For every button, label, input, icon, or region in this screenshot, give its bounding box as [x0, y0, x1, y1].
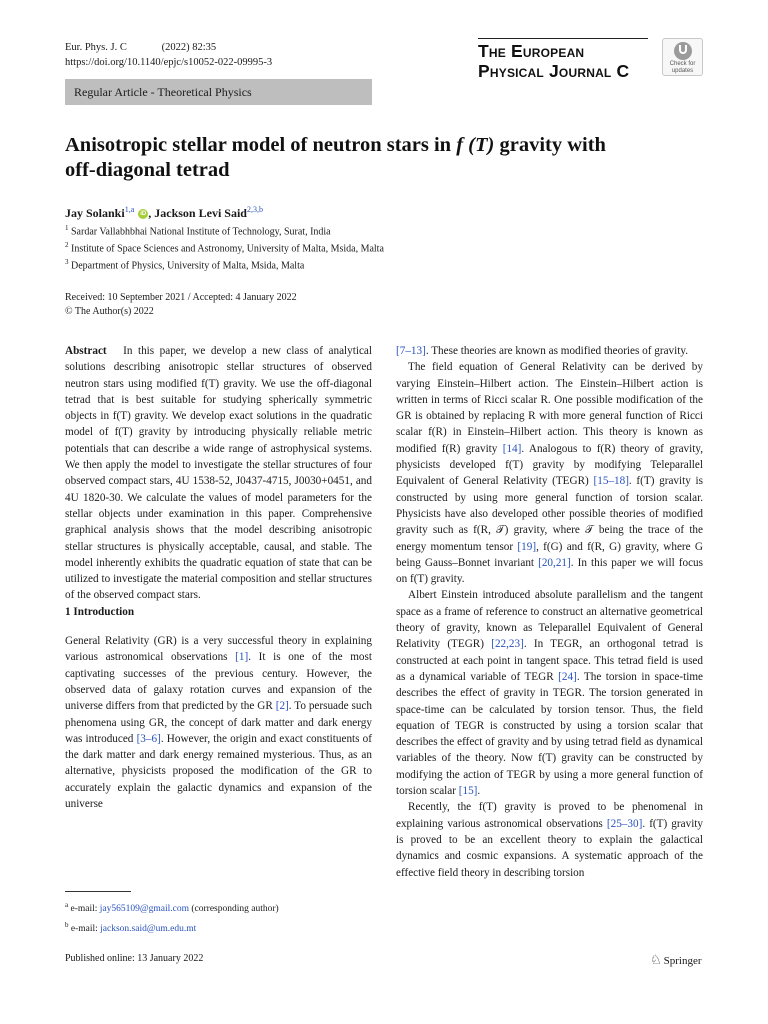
footnote-suffix: (corresponding author): [189, 904, 279, 915]
author-name: Jackson Levi Said: [154, 206, 247, 220]
footnotes: [65, 897, 279, 937]
journal-name-line2: Physical Journal C: [478, 61, 630, 81]
right-column: [396, 343, 703, 881]
check-updates-label-1: Check for: [669, 61, 696, 67]
springer-horse-icon: ♘: [650, 952, 662, 967]
email-link[interactable]: jay565109@gmail.com: [99, 904, 189, 915]
footnote-prefix: e-mail:: [70, 904, 100, 915]
citation-link[interactable]: [14]: [502, 442, 522, 455]
title-part2: gravity with: [499, 134, 606, 156]
section-heading-introduction: 1 Introduction: [65, 605, 135, 618]
text-run: General Relativity (GR) is a very successful theory in explaining various astronomical observations: [65, 635, 372, 664]
text-run: . It is one of the most captivating successes of the previous century. However, the observed data of galaxy rotation curves and expansion of the universe differs from that predicted by the GR: [65, 651, 372, 713]
author-affil-link[interactable]: 1,a: [124, 205, 135, 214]
title-math: f (T): [456, 134, 495, 156]
journal-logo: [478, 38, 648, 81]
affiliation-text: Sardar Vallabhbhai National Institute of Technology, Surat, India: [71, 226, 331, 238]
paper-title: [65, 133, 705, 183]
received-accepted: Received: 10 September 2021 / Accepted: 4 January 2022: [65, 292, 297, 303]
article-dates: [65, 291, 297, 318]
abstract-text: In this paper, we develop a new class of analytical solutions describing anisotropic stellar structures of observed neutron stars using modified f(T) gravity. We use the off-diagonal tetrad that is best suitable for studying spherically symmetric objects in f(T) gravity. We develop exact solutions in the quadratic model of f(T) gravity by introducing physically reliable metric potentials that can describe a wide range of astrophysical systems. We then apply the model to investigate the stellar structures of four observed compact stars, 4U 1538-52, J0437-4715, J0030+0451, and 4U 1820-30. We calculate the values of model parameters for the stellar objects under examination in this paper. Comprehensive graphical analysis shows that the model describing anisotropic stellar structures is physically acceptable, causal, and stable. The model inherently exhibits the quadratic equation of state that can be utilized to investigate the material composition and stellar structures of the observed compact stars.: [65, 345, 372, 602]
citation-link[interactable]: [22,23]: [491, 638, 524, 651]
affiliations: [65, 222, 384, 272]
publisher-name: Springer: [663, 955, 702, 967]
citation-link[interactable]: [3–6]: [136, 732, 161, 745]
text-run: . These theories are known as modified theories of gravity.: [425, 345, 689, 357]
paragraph: [396, 587, 703, 799]
text-run: . f(T) gravity is constructed by using more general function of torsion scalar. Physicists have also developed other possible theories of modified gravity such as f(R, 𝒯) gravity, where 𝒯 being the trace of the energy momentum tensor: [396, 475, 703, 553]
text-run: . To persuade such phenomena using GR, the concept of dark matter and dark energy was introduced: [65, 700, 372, 745]
footnote-item: [65, 917, 279, 937]
title-line2: off-diagonal tetrad: [65, 159, 230, 181]
journal-short-name: Eur. Phys. J. C: [65, 42, 127, 53]
abstract: [65, 343, 372, 604]
author-name: Jay Solanki: [65, 206, 125, 220]
published-date: Published online: 13 January 2022: [65, 953, 204, 964]
affiliation-item: [65, 222, 384, 239]
text-run: Recently, the f(T) gravity is proved to be phenomenal in explaining various astronomical observations: [396, 801, 703, 830]
title-part1: Anisotropic stellar model of neutron stars in: [65, 134, 452, 156]
citation-block: [65, 40, 272, 70]
citation-link[interactable]: [20,21]: [538, 556, 571, 569]
email-link[interactable]: jackson.said@um.edu.mt: [100, 924, 197, 935]
intro-paragraph: [65, 633, 372, 812]
text-run: . Analogous to f(R) theory of gravity, physicists developed f(T) gravity by modifying Teleparallel Equivalent of General Relativity (TEGR): [396, 442, 704, 488]
affiliation-item: [65, 256, 384, 273]
citation-link[interactable]: [7–13]: [396, 345, 426, 357]
citation-link[interactable]: [19]: [517, 540, 537, 553]
author-affil-link[interactable]: 2,3,b: [246, 205, 263, 214]
affiliation-number: 2: [65, 240, 69, 249]
footnote-mark: a: [65, 901, 69, 909]
text-run: . f(T) gravity is proved to be an excellent theory to explain the galactical dynamics and cosmic expansions. A systematic approach of the effective field theory in describing torsion: [396, 817, 704, 879]
text-run: . In this paper we will focus on f(T) gravity.: [396, 556, 703, 586]
citation-link[interactable]: [1]: [235, 651, 249, 664]
check-updates-label-2: updates: [671, 67, 694, 74]
text-run: . The torsion in space-time describes the effect of gravity in TEGR. The torsion generated in space-time can be calculated by torsion tensor. Thus, the field equation of TEGR is constructed by using a torsion scalar that describes the effect of gravity and by using tetrad field as dynamical variables of the theory. Now f(T) gravity can be constructed by modifying the action of TEGR by using a more general function of torsion scalar: [396, 670, 703, 798]
affiliation-number: 1: [65, 224, 69, 232]
publisher-logo: [650, 952, 702, 968]
journal-name-line1: The European: [478, 41, 585, 61]
affiliation-item: [65, 239, 384, 256]
left-column: [65, 343, 372, 812]
citation-link[interactable]: [15–18]: [593, 475, 629, 488]
footnote-divider: [65, 891, 131, 892]
text-run: Albert Einstein introduced absolute parallelism and the tangent space as a frame of reference to construct an alternative geometrical theory of gravity, known as Teleparallel Equivalent of General Relativity (TEGR): [396, 589, 703, 651]
text-run: .: [477, 785, 481, 798]
check-updates-icon: [674, 42, 692, 60]
citation-link[interactable]: [15]: [458, 785, 478, 798]
paragraph: [396, 799, 703, 880]
copyright: © The Author(s) 2022: [65, 305, 154, 317]
article-type-banner: Regular Article - Theoretical Physics: [65, 79, 372, 105]
citation-link[interactable]: [2]: [275, 700, 289, 713]
footnote-mark: b: [65, 921, 69, 930]
orcid-icon[interactable]: iD: [140, 211, 147, 218]
author-list: Jay Solanki$^{1,a}$ iD , Jackson Levi Said$^{2,3,b}$: [65, 205, 263, 220]
text-run: , f(G) and f(R, G) gravity, where G being Gauss–Bonnet invariant: [396, 540, 703, 569]
citation-link[interactable]: [24]: [558, 670, 577, 683]
text-run: . In TEGR, an orthogonal tetrad is constructed at each point in tangent space. This tetrad field is used as a dynamical variable of TEGR: [396, 638, 703, 683]
footnote-item: [65, 897, 279, 917]
affiliation-number: 3: [65, 257, 69, 266]
text-run: . However, the origin and exact constituents of the dark matter and dark energy remained mysterious. Thus, as an alternative, physicists proposed the modification of the GR to accurately explain the galactic dynamics and expansion of the universe: [65, 732, 372, 811]
footnote-prefix: e-mail:: [70, 924, 101, 935]
paragraph: [396, 359, 703, 587]
affiliation-text: Department of Physics, University of Malta, Msida, Malta: [71, 259, 305, 271]
abstract-heading: Abstract: [65, 345, 107, 357]
citation-link[interactable]: [25–30]: [606, 817, 643, 830]
doi-link[interactable]: https://doi.org/10.1140/epjc/s10052-022-09995-3: [65, 57, 273, 68]
volume-info: (2022) 82:35: [161, 42, 217, 53]
check-for-updates-button[interactable]: [662, 38, 703, 76]
text-run: The field equation of General Relativity can be derived by varying Einstein–Hilbert action. The Einstein–Hilbert action is written in terms of Ricci scalar R. One possible modification of the GR is obtained by replacing R with more general function of Ricci scalar f(R) in Einstein–Hilbert action. This theory is known as modified f(R) gravity: [396, 361, 703, 455]
paragraph-continued: [396, 343, 703, 359]
affiliation-text: Institute of Space Sciences and Astronomy, University of Malta, Msida, Malta: [71, 243, 384, 255]
